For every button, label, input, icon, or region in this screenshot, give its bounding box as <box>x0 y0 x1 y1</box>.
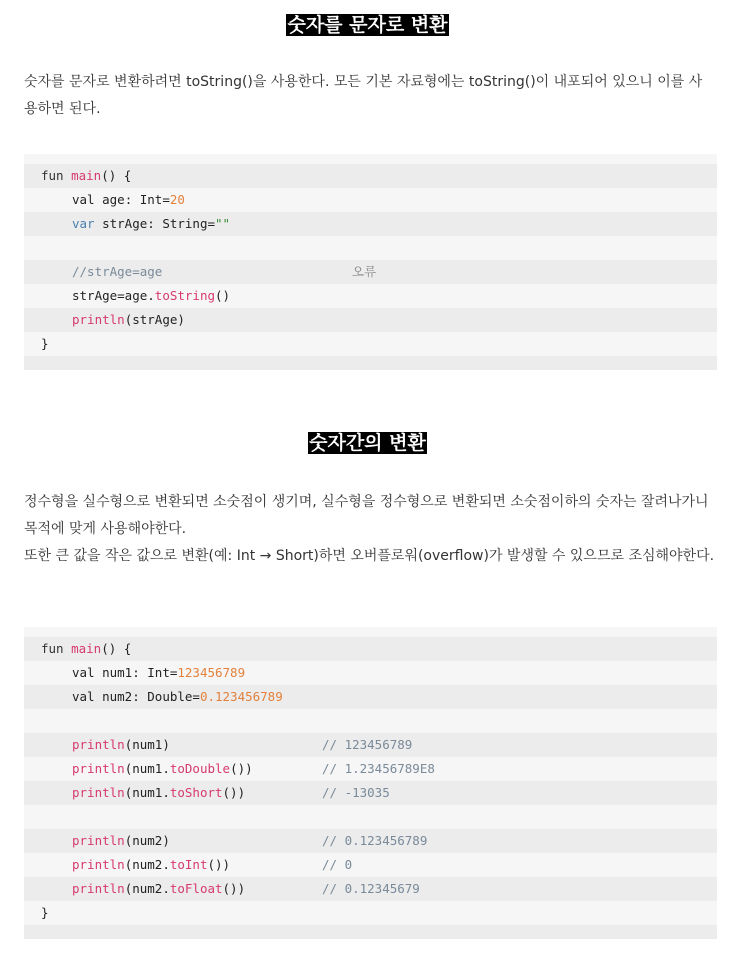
error-note: 오류 <box>352 264 377 279</box>
code-block-1 <box>24 154 717 370</box>
code-line: println(strAge) <box>24 308 717 332</box>
code-line <box>24 236 717 260</box>
code-line: strAge=age.toString() <box>72 288 231 303</box>
code-line: //strAge=age 오류 <box>24 260 717 284</box>
code-line: } <box>41 905 49 920</box>
code-line: println(num1) // 123456789 <box>24 733 717 757</box>
code-line: println(num2.toFloat()) // 0.12345679 <box>24 877 717 901</box>
code-line: println(num2) // 0.123456789 <box>24 829 717 853</box>
section1-title: 숫자를 문자로 변환 <box>287 14 448 36</box>
section2-title: 숫자간의 변환 <box>309 432 426 454</box>
code-line <box>24 805 717 829</box>
code-line <box>24 925 717 939</box>
code-line: println(num2.toInt()) // 0 <box>72 857 353 872</box>
code-line: } <box>41 336 49 351</box>
section2-paragraph: 정수형을 실수형으로 변환되면 소숫점이 생기며, 실수형을 정수형으로 변환되면 소숫점이하의 숫자는 잘려나가니 목적에 맞게 사용해야한다. 또한 큰 값을 작은 값으로 변환(예: Int → Short)하면 오버플로워(overflow)가 발생할 수 있으므로 조심해야한다. <box>24 494 715 564</box>
code-line: var strAge: String="" <box>24 212 717 236</box>
code-line: fun main() { <box>24 637 717 661</box>
code-line: println(num1.toShort()) // -13035 <box>24 781 717 805</box>
code-line: val num2: Double=0.123456789 <box>24 685 717 709</box>
code-block-2 <box>24 627 717 939</box>
section1-paragraph: 숫자를 문자로 변환하려면 toString()을 사용한다. 모든 기본 자료형에는 toString()이 내포되어 있으니 이를 사 용하면 된다. <box>24 74 703 117</box>
code-line <box>24 356 717 370</box>
code-line: fun main() { <box>24 164 717 188</box>
code-line: val age: Int=20 <box>72 192 185 207</box>
code-line: val num1: Int=123456789 <box>72 665 246 680</box>
code-line: println(num1.toDouble()) // 1.23456789E8 <box>72 761 435 776</box>
code-line <box>24 709 717 733</box>
